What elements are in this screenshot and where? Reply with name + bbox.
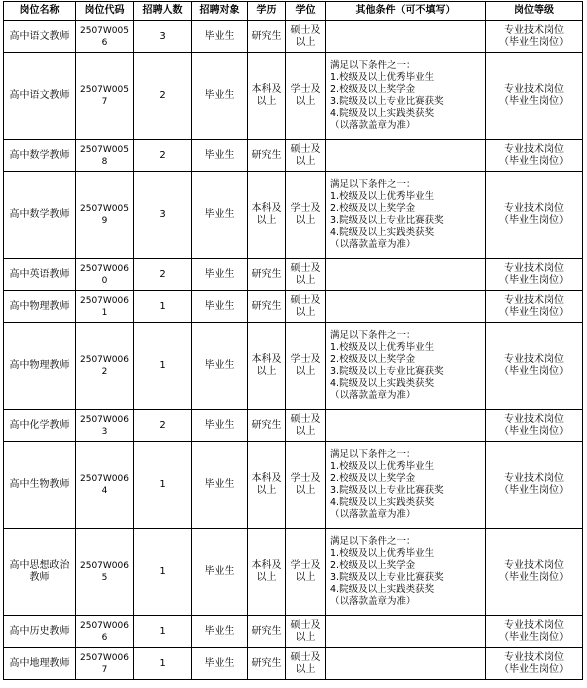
position-level-cell: 专业技术岗位 （毕业生岗位）: [486, 172, 583, 259]
education-cell: 研究生: [248, 410, 286, 442]
hiring-count-cell: 2: [134, 140, 192, 172]
recruitment-table: [3, 1, 583, 680]
table-row: [4, 53, 583, 140]
conditions-cell: 满足以下条件之一： 1.校级及以上优秀毕业生 2.校级及以上奖学金 3.院级及以上专业比赛获奖 4.院级及以上实践类获奖 （以落款盖章为准）: [326, 53, 486, 140]
conditions-cell: [326, 259, 486, 291]
position-level-cell: 专业技术岗位 （毕业生岗位）: [486, 529, 583, 616]
education-cell: 本科及以上: [248, 529, 286, 616]
position-code-cell: 2507W0058: [76, 140, 134, 172]
hiring-count-cell: 2: [134, 53, 192, 140]
education-cell: 研究生: [248, 140, 286, 172]
conditions-cell: 满足以下条件之一： 1.校级及以上优秀毕业生 2.校级及以上奖学金 3.院级及以上专业比赛获奖 4.院级及以上实践类获奖 （以落款盖章为准）: [326, 172, 486, 259]
conditions-cell: [326, 648, 486, 680]
conditions-cell: [326, 291, 486, 323]
conditions-cell: 满足以下条件之一： 1.校级及以上优秀毕业生 2.校级及以上奖学金 3.院级及以上专业比赛获奖 4.院级及以上实践类获奖 （以落款盖章为准）: [326, 529, 486, 616]
hiring-count-cell: 1: [134, 616, 192, 648]
conditions-cell: [326, 410, 486, 442]
table-row: [4, 529, 583, 616]
hiring-target-cell: 毕业生: [192, 172, 248, 259]
position-name-cell: 高中物理教师: [4, 323, 76, 410]
position-code-cell: 2507W0064: [76, 442, 134, 529]
hiring-target-cell: 毕业生: [192, 291, 248, 323]
education-cell: 本科及以上: [248, 172, 286, 259]
degree-cell: 硕士及以上: [286, 291, 326, 323]
header-position-code: 岗位代码: [76, 2, 134, 21]
position-name-cell: 高中语文教师: [4, 53, 76, 140]
header-degree: 学位: [286, 2, 326, 21]
position-level-cell: 专业技术岗位 （毕业生岗位）: [486, 616, 583, 648]
hiring-count-cell: 1: [134, 323, 192, 410]
position-code-cell: 2507W0066: [76, 616, 134, 648]
position-code-cell: 2507W0062: [76, 323, 134, 410]
header-position-level: 岗位等级: [486, 2, 583, 21]
hiring-target-cell: 毕业生: [192, 323, 248, 410]
position-name-cell: 高中英语教师: [4, 259, 76, 291]
header-row: [4, 2, 583, 21]
hiring-target-cell: 毕业生: [192, 259, 248, 291]
degree-cell: 学士及以上: [286, 323, 326, 410]
position-level-cell: 专业技术岗位 （毕业生岗位）: [486, 53, 583, 140]
table-row: [4, 291, 583, 323]
hiring-count-cell: 3: [134, 21, 192, 53]
conditions-cell: [326, 616, 486, 648]
education-cell: 本科及以上: [248, 323, 286, 410]
position-name-cell: 高中地理教师: [4, 648, 76, 680]
position-code-cell: 2507W0060: [76, 259, 134, 291]
header-hiring-count: 招聘人数: [134, 2, 192, 21]
position-level-cell: 专业技术岗位 （毕业生岗位）: [486, 648, 583, 680]
position-level-cell: 专业技术岗位 （毕业生岗位）: [486, 410, 583, 442]
hiring-target-cell: 毕业生: [192, 53, 248, 140]
position-name-cell: 高中思想政治教师: [4, 529, 76, 616]
hiring-count-cell: 1: [134, 529, 192, 616]
education-cell: 研究生: [248, 21, 286, 53]
position-name-cell: 高中语文教师: [4, 21, 76, 53]
hiring-count-cell: 2: [134, 259, 192, 291]
education-cell: 本科及以上: [248, 53, 286, 140]
table-row: [4, 172, 583, 259]
hiring-count-cell: 1: [134, 291, 192, 323]
table-row: [4, 140, 583, 172]
position-code-cell: 2507W0059: [76, 172, 134, 259]
education-cell: 研究生: [248, 291, 286, 323]
position-level-cell: 专业技术岗位 （毕业生岗位）: [486, 21, 583, 53]
conditions-cell: 满足以下条件之一： 1.校级及以上优秀毕业生 2.校级及以上奖学金 3.院级及以上专业比赛获奖 4.院级及以上实践类获奖 （以落款盖章为准）: [326, 442, 486, 529]
header-education: 学历: [248, 2, 286, 21]
table-row: [4, 21, 583, 53]
header-other-conditions: 其他条件（可不填写）: [326, 2, 486, 21]
position-code-cell: 2507W0065: [76, 529, 134, 616]
education-cell: 本科及以上: [248, 442, 286, 529]
conditions-cell: [326, 140, 486, 172]
hiring-count-cell: 3: [134, 172, 192, 259]
position-name-cell: 高中数学教师: [4, 140, 76, 172]
position-code-cell: 2507W0063: [76, 410, 134, 442]
degree-cell: 硕士及以上: [286, 21, 326, 53]
table-row: [4, 323, 583, 410]
hiring-target-cell: 毕业生: [192, 442, 248, 529]
hiring-count-cell: 1: [134, 648, 192, 680]
position-code-cell: 2507W0057: [76, 53, 134, 140]
position-level-cell: 专业技术岗位 （毕业生岗位）: [486, 259, 583, 291]
conditions-cell: [326, 21, 486, 53]
degree-cell: 学士及以上: [286, 529, 326, 616]
degree-cell: 学士及以上: [286, 53, 326, 140]
degree-cell: 硕士及以上: [286, 259, 326, 291]
education-cell: 研究生: [248, 259, 286, 291]
degree-cell: 硕士及以上: [286, 648, 326, 680]
hiring-target-cell: 毕业生: [192, 616, 248, 648]
education-cell: 研究生: [248, 616, 286, 648]
position-level-cell: 专业技术岗位 （毕业生岗位）: [486, 291, 583, 323]
position-code-cell: 2507W0061: [76, 291, 134, 323]
degree-cell: 学士及以上: [286, 172, 326, 259]
hiring-count-cell: 1: [134, 442, 192, 529]
header-position-name: 岗位名称: [4, 2, 76, 21]
table-row: [4, 259, 583, 291]
degree-cell: 硕士及以上: [286, 410, 326, 442]
position-code-cell: 2507W0056: [76, 21, 134, 53]
position-level-cell: 专业技术岗位 （毕业生岗位）: [486, 442, 583, 529]
table-row: [4, 616, 583, 648]
degree-cell: 硕士及以上: [286, 140, 326, 172]
hiring-target-cell: 毕业生: [192, 648, 248, 680]
position-code-cell: 2507W0067: [76, 648, 134, 680]
degree-cell: 硕士及以上: [286, 616, 326, 648]
table-row: [4, 442, 583, 529]
position-level-cell: 专业技术岗位 （毕业生岗位）: [486, 140, 583, 172]
hiring-target-cell: 毕业生: [192, 410, 248, 442]
header-hiring-target: 招聘对象: [192, 2, 248, 21]
position-name-cell: 高中化学教师: [4, 410, 76, 442]
hiring-target-cell: 毕业生: [192, 21, 248, 53]
position-level-cell: 专业技术岗位 （毕业生岗位）: [486, 323, 583, 410]
education-cell: 研究生: [248, 648, 286, 680]
position-name-cell: 高中生物教师: [4, 442, 76, 529]
hiring-count-cell: 2: [134, 410, 192, 442]
position-name-cell: 高中物理教师: [4, 291, 76, 323]
degree-cell: 学士及以上: [286, 442, 326, 529]
conditions-cell: 满足以下条件之一： 1.校级及以上优秀毕业生 2.校级及以上奖学金 3.院级及以上专业比赛获奖 4.院级及以上实践类获奖 （以落款盖章为准）: [326, 323, 486, 410]
position-name-cell: 高中数学教师: [4, 172, 76, 259]
table-row: [4, 648, 583, 680]
hiring-target-cell: 毕业生: [192, 529, 248, 616]
table-row: [4, 410, 583, 442]
position-name-cell: 高中历史教师: [4, 616, 76, 648]
hiring-target-cell: 毕业生: [192, 140, 248, 172]
